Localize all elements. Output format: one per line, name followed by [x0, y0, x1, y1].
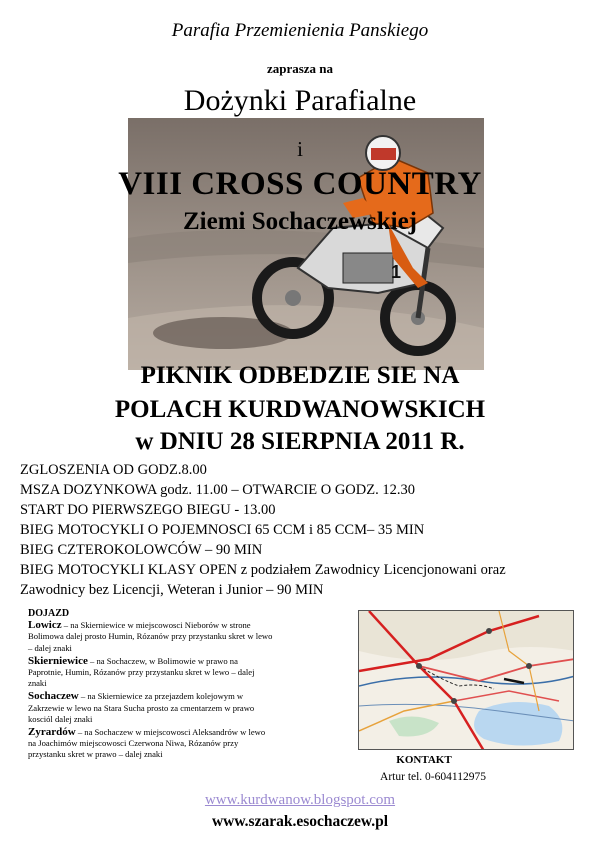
location-map-image [359, 611, 574, 750]
blog-link[interactable]: www.kurdwanow.blogspot.com [204, 792, 396, 808]
picnic-line-2: POLACH KURDWANOWSKICH [114, 396, 486, 423]
directions-section [28, 608, 273, 763]
direction-town: Skierniewice [28, 654, 88, 667]
schedule-item: Zawodnicy bez Licencji, Weteran i Junior – 90 MIN [20, 582, 324, 598]
schedule-item: BIEG MOTOCYKLI O POJEMNOSCI 65 CCM i 85 CCM– 35 MIN [20, 522, 425, 538]
invites-text: zaprasza na [266, 61, 334, 76]
directions-entry [28, 620, 273, 654]
contact-phone: Artur tel. 0-604112975 [380, 771, 486, 783]
website-link[interactable]: www.szarak.esochaczew.pl [211, 813, 389, 830]
parish-name: Parafia Przemienienia Panskiego [171, 20, 429, 41]
schedule-item: START DO PIERWSZEGO BIEGU - 13.00 [20, 502, 276, 518]
picnic-line-1: PIKNIK ODBEDZIE SIE NA [140, 362, 460, 389]
schedule-item: BIEG MOTOCYKLI KLASY OPEN z podziałem Zawodnicy Licencjonowani oraz [20, 562, 506, 578]
schedule-list [20, 460, 580, 600]
schedule-item: ZGLOSZENIA OD GODZ.8.00 [20, 462, 207, 478]
title-region: Ziemi Sochaczewskiej [183, 208, 417, 235]
location-map [358, 610, 574, 750]
contact-heading: KONTAKT [396, 754, 452, 766]
title-cross-country: VIII CROSS COUNTRY [118, 166, 482, 202]
directions-entry [28, 727, 273, 761]
svg-text:1: 1 [391, 262, 402, 282]
direction-town: Sochaczew [28, 690, 79, 703]
direction-town: Zyrardów [28, 726, 76, 739]
directions-entry [28, 656, 273, 690]
directions-entry [28, 691, 273, 725]
direction-text: – na Skierniewice w miejscowosci Nieborów w strone Bolimowa dalej prosto Humin, Rózanów przy przystanku skret w lewo – dalej znaki [28, 620, 273, 653]
direction-text: – na Skierniewice za przejazdem kolejowym w Zakrzewie w lewo na Stara Sucha prosto za cmentarzem w prawo kosciól dalej znaki [28, 691, 255, 724]
direction-text: – na Sochaczew w miejscowosci Aleksandrów w lewo na Joachimów miejscowosci Czerwona Niwa, Rózanów przy przystanku skret w prawo – dalej znaki [28, 727, 266, 760]
picnic-date: w DNIU 28 SIERPNIA 2011 R. [135, 428, 465, 455]
title-conjunction: i [297, 137, 303, 161]
direction-town: Lowicz [28, 619, 62, 632]
schedule-item: MSZA DOZYNKOWA godz. 11.00 – OTWARCIE O GODZ. 12.30 [20, 482, 415, 498]
schedule-item: BIEG CZTEROKOLOWCÓW – 90 MIN [20, 542, 263, 558]
direction-text: – na Sochaczew, w Bolimowie w prawo na Paprotnie, Humin, Rózanów przy przystanku skret w lewo – dalej znaki [28, 655, 255, 689]
title-dozynki: Dożynki Parafialne [183, 84, 417, 117]
directions-heading: DOJAZD [28, 608, 70, 619]
